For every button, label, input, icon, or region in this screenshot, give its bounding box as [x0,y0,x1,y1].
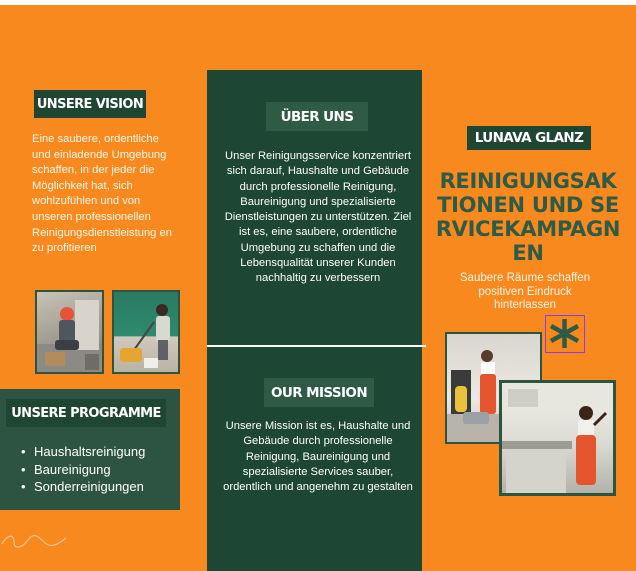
mission-heading: OUR MISSION [264,378,374,407]
vacuum-illustration [114,292,180,374]
list-item: • Baureinigung [21,461,145,479]
divider [207,345,426,347]
worker-photo[interactable] [35,290,104,374]
vacuum-photo[interactable] [112,290,180,374]
signature-graphic [0,532,70,550]
campaign-subline: Saubere Räume schaffen positiven Eindruck hinterlassen [459,272,591,312]
vision-text: Eine saubere, ordentliche und einladende Umgebung schaffen, in der jeder die Möglichkeit hat, sich wohlzufühlen und von unseren professionellen Reinigungsdienstleistung en zu profitieren [32,133,172,255]
kitchen-illustration [502,383,613,493]
programme-heading: UNSERE PROGRAMME [6,399,166,427]
campaign-headline: REINIGUNGSAKTIONEN UND SERVICEKAMPAGNEN [435,169,621,265]
kitchen-photo[interactable] [499,380,616,496]
asterisk-shape [546,316,583,351]
list-item: • Sonderreinigungen [21,478,145,496]
watermark-signature [0,532,70,553]
about-text: Unser Reinigungsservice konzentriert sich darauf, Haushalte und Gebäude durch professionelle Reinigung, Baureinigung und spezialisierte Dienstleistungen zu unterstützen. Ziel ist es, eine saubere, ordentliche Umgebung zu schaffen und die Lebensqualität unserer Kunden nachhaltig zu verbessern [224,150,412,285]
center-column [207,70,422,571]
asterisk-icon[interactable] [545,315,585,353]
about-heading: ÜBER UNS [266,102,368,131]
programme-list [21,443,145,496]
brochure-page [0,5,636,571]
vision-heading: UNSERE VISION [34,90,146,118]
mission-text: Unsere Mission ist es, Haushalte und Gebäude durch professionelle Reinigung, Baureinigung und spezialisierte Services sauber, ordentlich und angenehm zu gestalten [223,420,413,494]
brand-name: LUNAVA GLANZ [467,126,591,150]
worker-illustration [37,292,104,374]
list-item: • Haushaltsreinigung [21,443,145,461]
